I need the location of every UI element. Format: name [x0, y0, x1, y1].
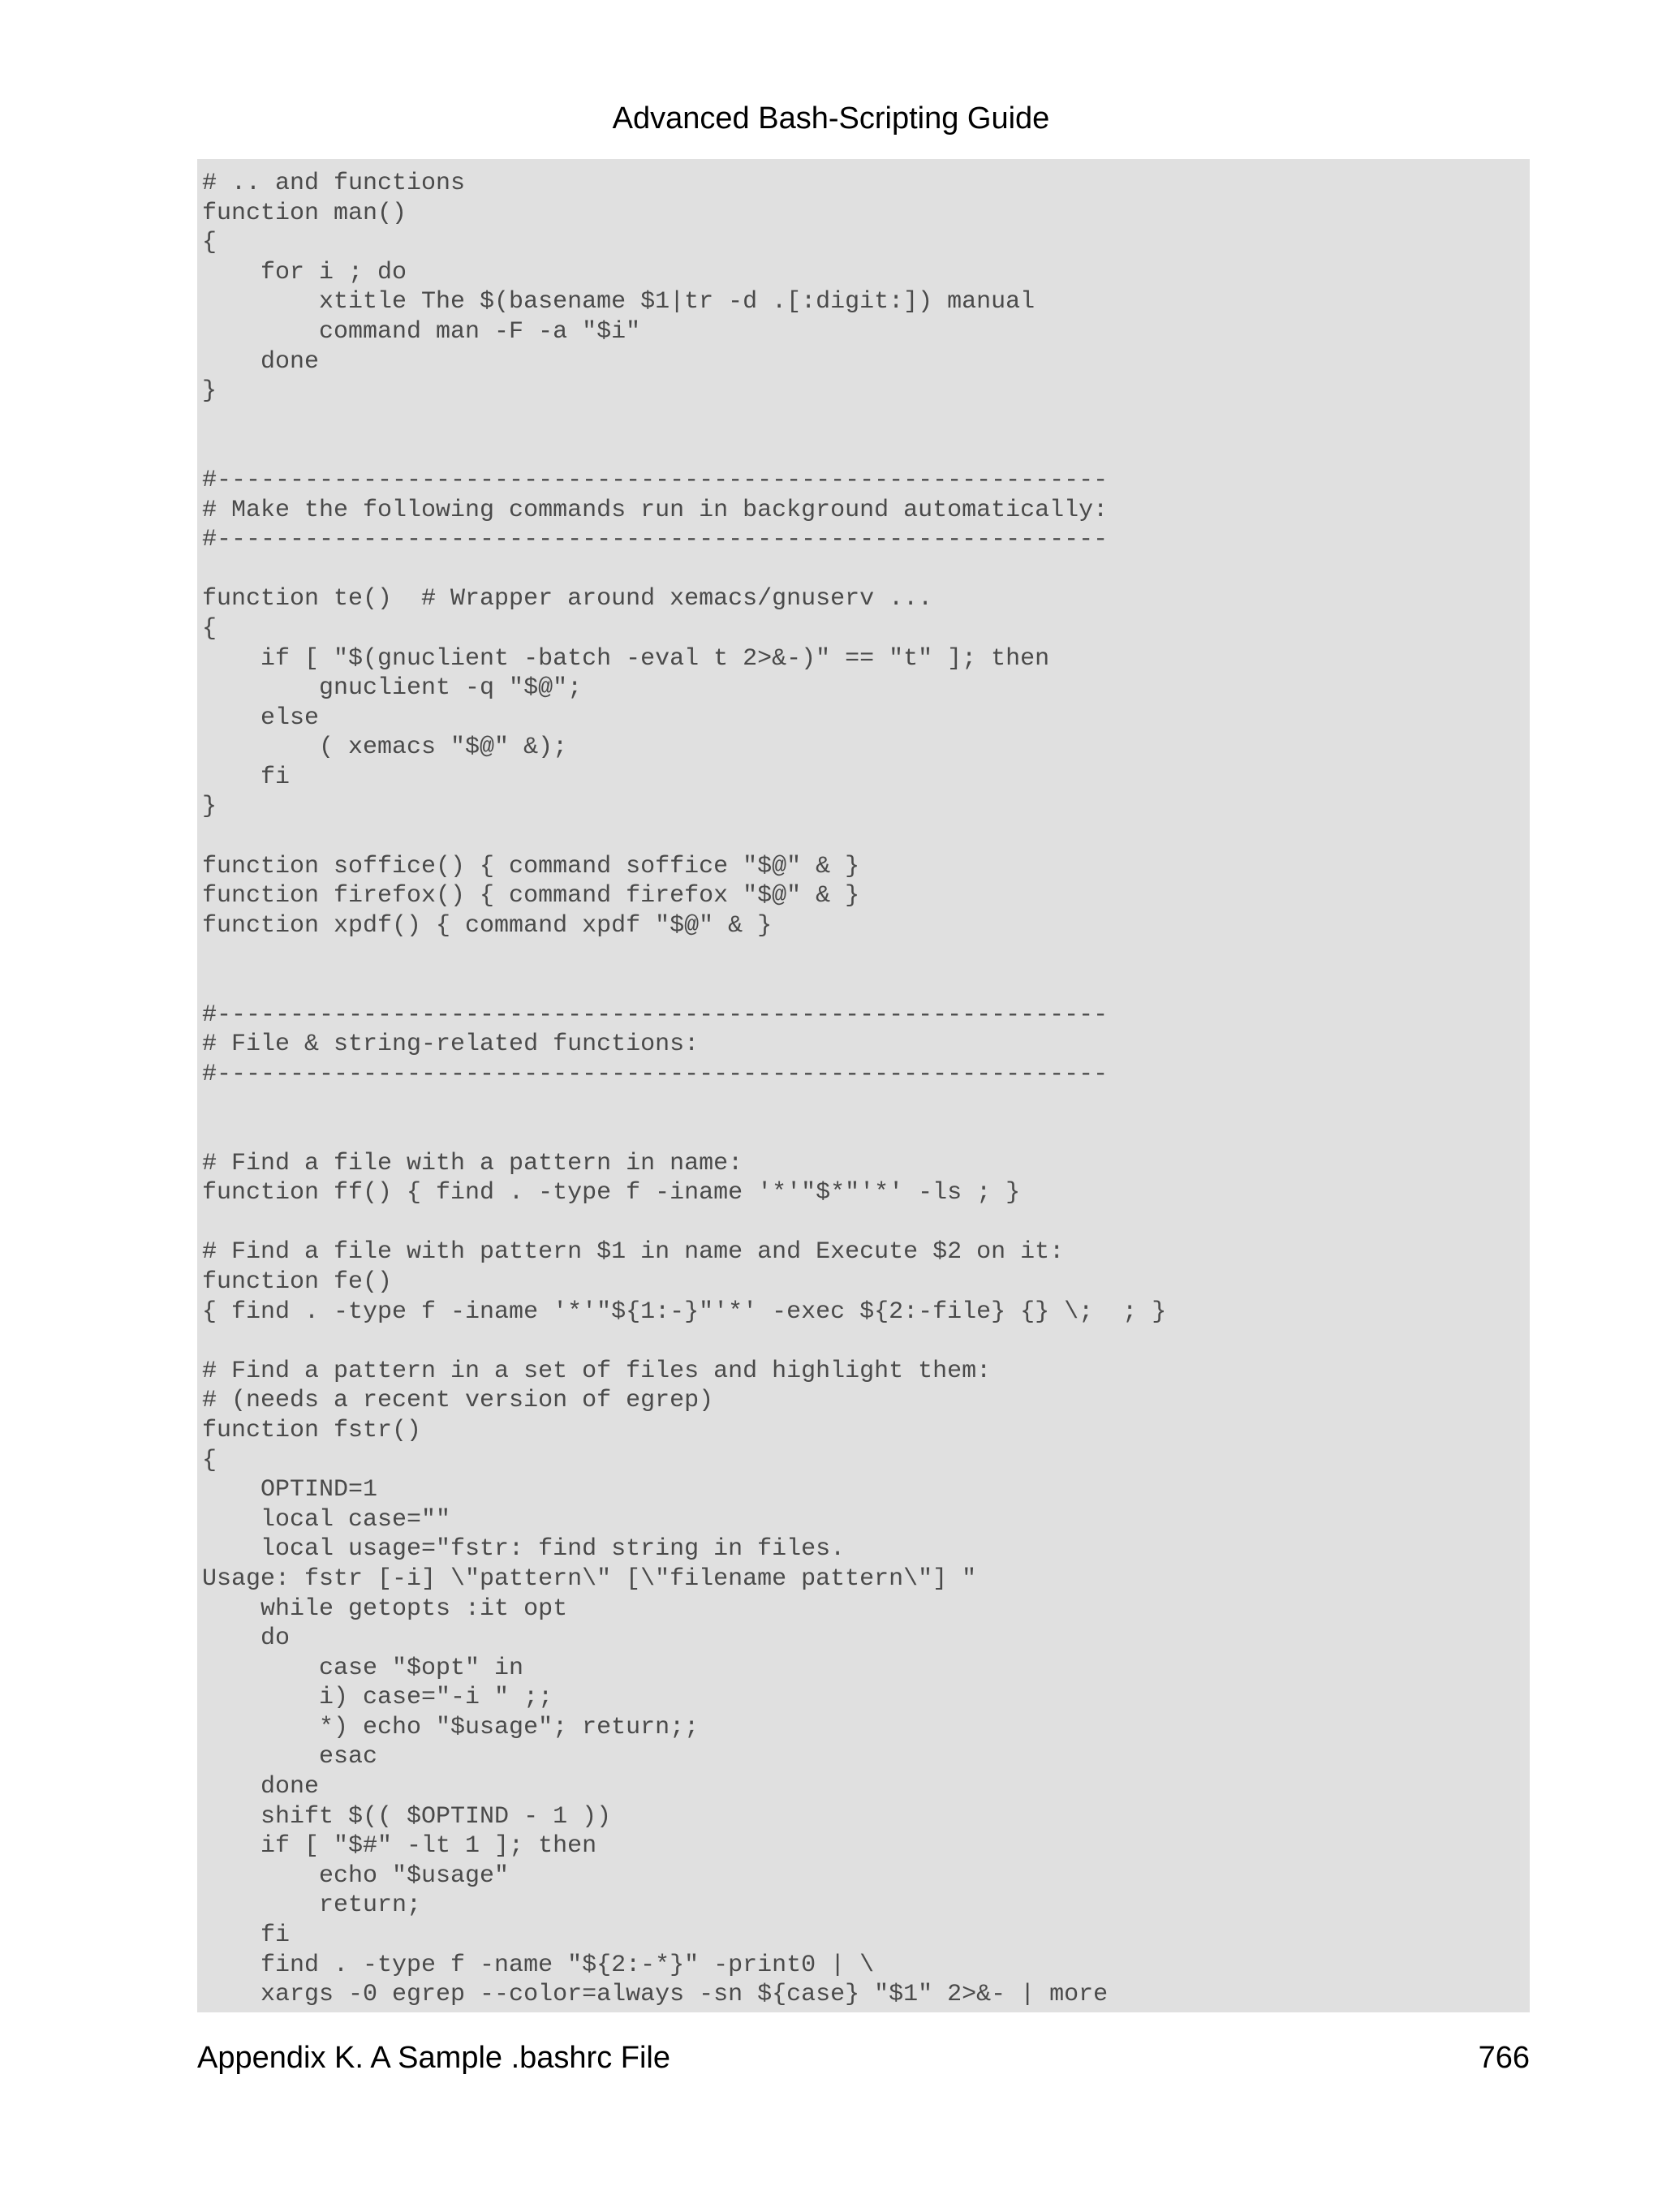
code-line: [202, 822, 1530, 852]
code-line: function fe(): [202, 1267, 393, 1296]
code-line: fi: [202, 763, 291, 791]
code-line: [202, 1327, 1530, 1357]
code-line: # Find a pattern in a set of files and highlight them:: [202, 1357, 992, 1385]
code-line: # (needs a recent version of egrep): [202, 1387, 714, 1415]
code-line: # Make the following commands run in background automatically:: [202, 496, 1109, 524]
code-line: {: [202, 1446, 217, 1474]
code-line: [202, 970, 1530, 1001]
code-line: for i ; do: [202, 258, 407, 286]
code-line: [202, 1089, 1530, 1119]
code-line: [202, 1119, 1530, 1149]
page-header-title: Advanced Bash-Scripting Guide: [612, 101, 1050, 136]
code-line: find . -type f -name "${2:-*}" -print0 | \: [202, 1951, 875, 1979]
code-line: *) echo "$usage"; return;;: [202, 1713, 700, 1741]
code-line: [202, 436, 1530, 466]
code-line: Usage: fstr [-i] \"pattern\" [\"filename pattern\"] ": [202, 1564, 977, 1593]
code-line: }: [202, 377, 217, 406]
code-line: #-------------------------------------------------------------: [202, 1060, 1109, 1088]
code-line: if [ "$(gnuclient -batch -eval t 2>&-)" == "t" ]; then: [202, 644, 1050, 673]
code-line: xargs -0 egrep --color=always -sn ${case} "$1" 2>&- | more: [202, 1981, 1109, 2009]
code-line: done: [202, 1773, 320, 1801]
code-line: shift $(( $OPTIND - 1 )): [202, 1802, 612, 1831]
code-line: function ff() { find . -type f -iname '*'"$*"'*' -ls ; }: [202, 1179, 1021, 1207]
code-line: return;: [202, 1891, 422, 1920]
code-line: local case="": [202, 1505, 451, 1534]
code-line: i) case="-i " ;;: [202, 1684, 553, 1712]
code-line: # File & string-related functions:: [202, 1031, 700, 1059]
code-line: while getopts :it opt: [202, 1594, 568, 1623]
code-line: gnuclient -q "$@";: [202, 674, 583, 703]
code-line: done: [202, 347, 320, 376]
code-line: OPTIND=1: [202, 1476, 378, 1504]
code-line: xtitle The $(basename $1|tr -d .[:digit:]) manual: [202, 288, 1036, 316]
code-line: {: [202, 614, 217, 643]
footer-page-number: 766: [1478, 2041, 1530, 2075]
code-line: function xpdf() { command xpdf "$@" & }: [202, 911, 773, 940]
footer-section-title: Appendix K. A Sample .bashrc File: [197, 2041, 670, 2075]
code-line: if [ "$#" -lt 1 ]; then: [202, 1832, 597, 1861]
code-line: function te() # Wrapper around xemacs/gnuserv ...: [202, 585, 933, 613]
code-line: # Find a file with pattern $1 in name and Execute $2 on it:: [202, 1238, 1065, 1267]
code-line: ( xemacs "$@" &);: [202, 734, 568, 762]
code-line: function firefox() { command firefox "$@" & }: [202, 882, 860, 910]
code-line: command man -F -a "$i": [202, 317, 641, 346]
code-line: local usage="fstr: find string in files.: [202, 1535, 846, 1564]
code-line: fi: [202, 1922, 291, 1950]
code-line: [202, 940, 1530, 970]
code-line: # Find a file with a pattern in name:: [202, 1149, 743, 1177]
code-line: case "$opt" in: [202, 1654, 524, 1682]
code-line: else: [202, 704, 320, 732]
code-line: echo "$usage": [202, 1861, 510, 1890]
code-line: function man(): [202, 199, 407, 227]
code-line: {: [202, 229, 217, 257]
code-line: do: [202, 1625, 291, 1653]
code-line: #-------------------------------------------------------------: [202, 466, 1109, 494]
code-line: # .. and functions: [202, 170, 466, 197]
code-line: { find . -type f -iname '*'"${1:-}"'*' -exec ${2:-file} {} \; ; }: [202, 1298, 1167, 1326]
code-line: [202, 555, 1530, 585]
page-footer: [197, 2038, 1530, 2077]
code-line: esac: [202, 1743, 378, 1771]
code-line: [202, 407, 1530, 437]
code-listing: [197, 159, 1530, 2012]
code-line: #-------------------------------------------------------------: [202, 1001, 1109, 1029]
code-line: [202, 1208, 1530, 1238]
code-line: #-------------------------------------------------------------: [202, 526, 1109, 554]
code-line: function soffice() { command soffice "$@" & }: [202, 852, 860, 880]
code-line: }: [202, 793, 217, 821]
code-line: function fstr(): [202, 1416, 422, 1444]
